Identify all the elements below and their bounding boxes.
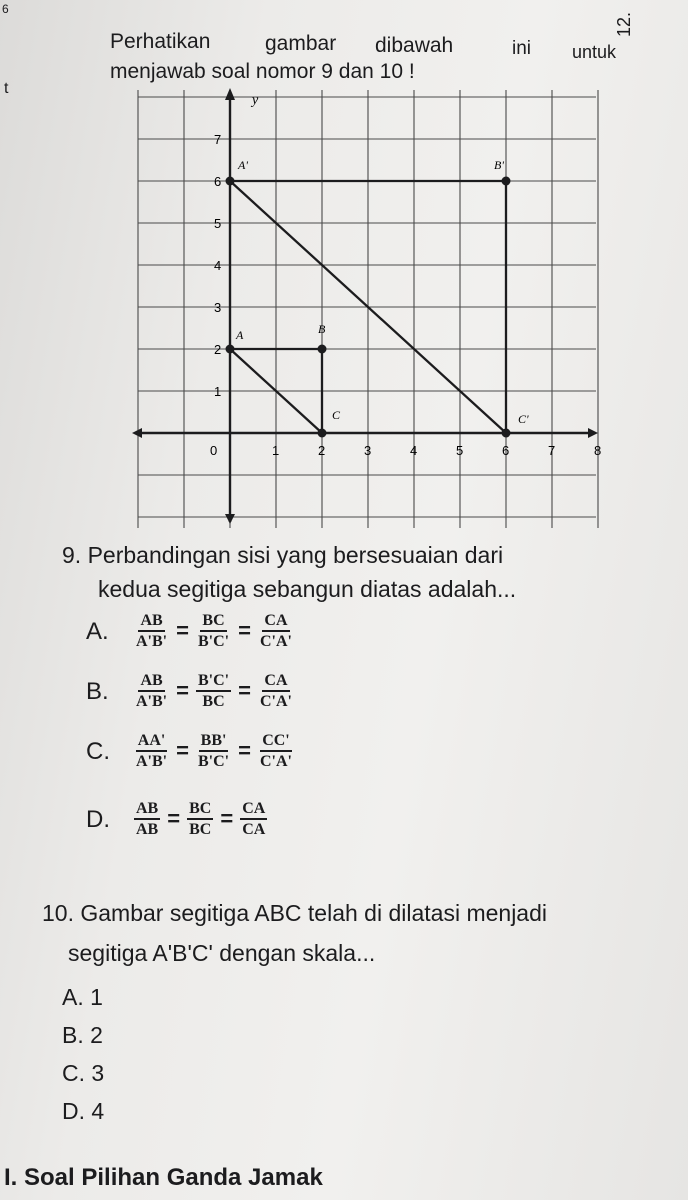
fraction-denominator: B'C' (197, 753, 230, 770)
q10-text-line-1: 10. Gambar segitiga ABC telah di dilatasi menjadi (42, 900, 548, 926)
equals-sign: = (238, 618, 251, 643)
fraction-numerator: BC (187, 800, 213, 820)
q10-option-b[interactable]: B. 2 (62, 1022, 103, 1048)
q10-option-d[interactable]: D. 4 (62, 1098, 105, 1124)
fraction (187, 800, 213, 838)
x-tick-label: 8 (594, 443, 602, 458)
margin-mark: t (4, 80, 9, 97)
y-tick-label: 6 (214, 174, 222, 189)
fraction (134, 672, 169, 710)
section-title: I. Soal Pilihan Ganda Jamak (4, 1164, 323, 1191)
fraction (134, 732, 169, 770)
q9-option-letter[interactable]: B. (86, 678, 109, 705)
y-tick-label: 7 (214, 132, 222, 147)
equals-sign: = (238, 678, 251, 703)
fraction (258, 732, 294, 770)
y-axis-arrow-down (225, 514, 235, 524)
fraction-numerator: CA (262, 672, 289, 692)
fraction-denominator: A'B' (136, 633, 168, 650)
fraction (196, 612, 231, 650)
x-tick-label: 6 (502, 443, 510, 458)
point-marker (502, 429, 511, 438)
intro-word-1: Perhatikan (110, 30, 211, 53)
intro-word-3: dibawah (375, 34, 454, 57)
point-label: C' (518, 412, 529, 426)
q9-option-fractions (132, 612, 296, 650)
fraction-denominator: CA (242, 821, 266, 838)
fraction-numerator: BB' (199, 732, 229, 752)
y-axis-label: y (252, 93, 259, 108)
fraction (196, 732, 231, 770)
q9-option-fractions (132, 672, 296, 710)
fraction-denominator: A'B' (136, 693, 168, 710)
fraction-denominator: AB (136, 821, 159, 838)
x-tick-label: 2 (318, 443, 326, 458)
x-tick-label: 3 (364, 443, 372, 458)
fraction-denominator: B'C' (197, 633, 230, 650)
fraction-numerator: AB (134, 800, 160, 820)
fraction-numerator: B'C' (196, 672, 231, 692)
y-tick-label: 2 (214, 342, 222, 357)
point-marker (226, 345, 235, 354)
fraction-numerator: AB (138, 672, 164, 692)
equals-sign: = (220, 806, 234, 831)
x-axis-arrow-left (132, 428, 142, 438)
fraction (134, 800, 160, 838)
point-label: B (318, 322, 326, 336)
point-label: A (236, 328, 244, 342)
point-label: A' (238, 158, 248, 172)
x-axis-arrow (588, 428, 598, 438)
fraction-denominator: C'A' (259, 753, 292, 770)
q10-text-line-2: segitiga A'B'C' dengan skala... (68, 940, 376, 966)
coordinate-graph (0, 0, 688, 540)
y-tick-label: 1 (214, 384, 222, 399)
fraction (134, 612, 169, 650)
page-mark-top-right: 12. (614, 11, 635, 38)
fraction-numerator: CA (240, 800, 267, 820)
x-tick-label: 1 (272, 443, 280, 458)
equals-sign: = (238, 738, 251, 763)
fraction-numerator: CA (262, 612, 289, 632)
fraction (258, 672, 294, 710)
x-tick-label: 7 (548, 443, 556, 458)
equals-sign: = (167, 806, 181, 831)
y-tick-label: 3 (214, 300, 222, 315)
x-tick-label: 4 (410, 443, 418, 458)
point-marker (318, 429, 327, 438)
intro-word-2: gambar (265, 32, 337, 55)
q9-text-line-2: kedua segitiga sebangun diatas adalah... (98, 576, 517, 602)
point-marker (502, 177, 511, 186)
q9-text-line-1: 9. Perbandingan sisi yang bersesuaian dari (62, 542, 504, 568)
q10-option-c[interactable]: C. 3 (62, 1060, 105, 1086)
page-mark-top-left: 6 (2, 2, 9, 16)
y-tick-label: 5 (214, 216, 222, 231)
point-marker (318, 345, 327, 354)
fraction-denominator: C'A' (259, 633, 292, 650)
q9-option-letter[interactable]: D. (86, 806, 110, 833)
fraction-numerator: CC' (260, 732, 292, 752)
point-label: C (332, 408, 341, 422)
equals-sign: = (176, 738, 189, 763)
y-axis-arrow (225, 88, 235, 100)
intro-word-4: ini (512, 38, 532, 59)
q9-option-fractions (132, 732, 296, 770)
x-tick-label: 0 (210, 443, 218, 458)
q9-option-letter[interactable]: A. (86, 618, 109, 645)
fraction-numerator: AB (138, 612, 164, 632)
fraction-denominator: C'A' (259, 693, 292, 710)
point-marker (226, 177, 235, 186)
q9-option-letter[interactable]: C. (86, 738, 110, 765)
q10-option-a[interactable]: A. 1 (62, 984, 103, 1010)
fraction-numerator: AA' (136, 732, 168, 752)
fraction (258, 612, 294, 650)
fraction-denominator: BC (189, 821, 212, 838)
fraction (196, 672, 231, 710)
fraction-denominator: A'B' (136, 753, 168, 770)
equals-sign: = (176, 678, 189, 703)
fraction (240, 800, 267, 838)
y-tick-label: 4 (214, 258, 222, 273)
point-label: B' (494, 158, 504, 172)
x-tick-label: 5 (456, 443, 464, 458)
intro-word-5: untuk (572, 42, 617, 62)
fraction-denominator: BC (202, 693, 225, 710)
intro-line-2: menjawab soal nomor 9 dan 10 ! (110, 60, 415, 83)
fraction-numerator: BC (200, 612, 226, 632)
q9-option-fractions (132, 800, 269, 838)
equals-sign: = (176, 618, 189, 643)
